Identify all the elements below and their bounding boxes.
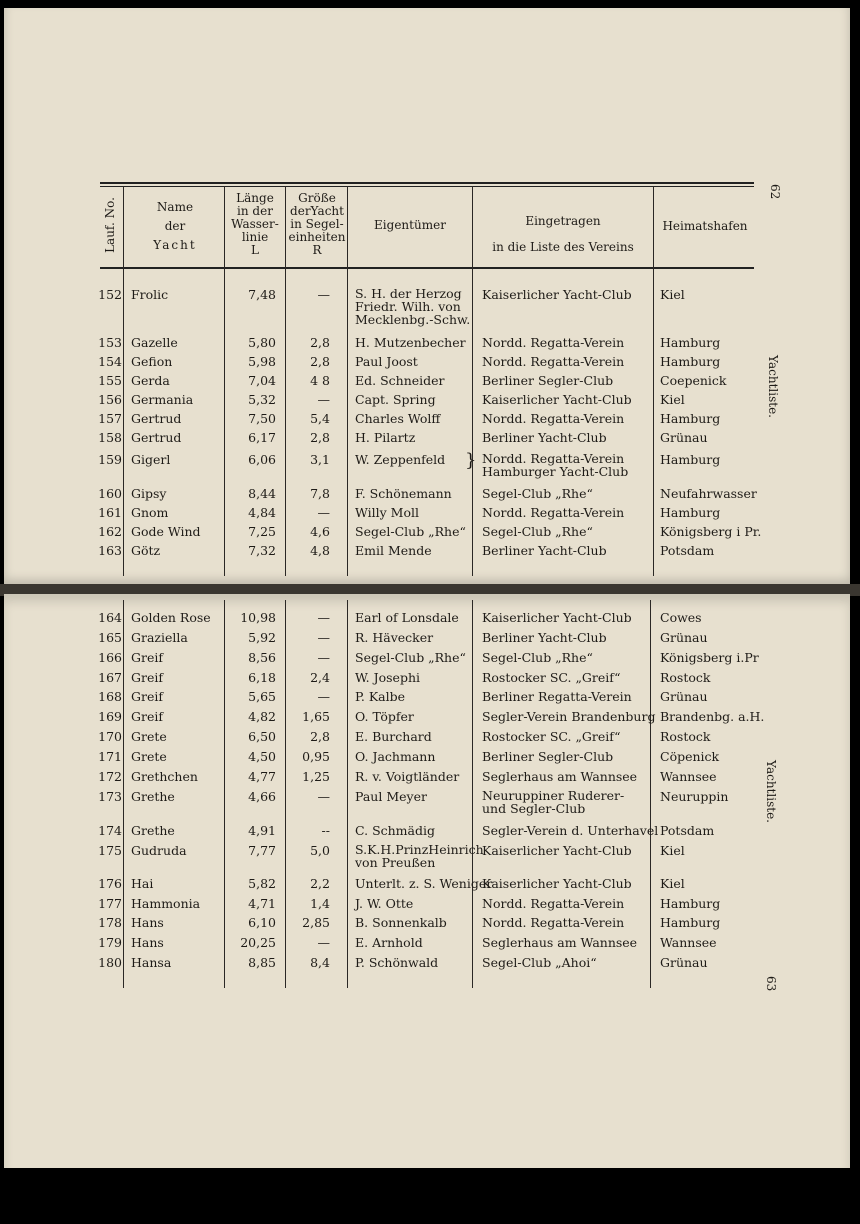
cell-size: —: [317, 287, 330, 302]
table-row: [0, 524, 860, 542]
cell-no: 166: [98, 650, 122, 665]
cell-club: Nordd. Regatta-Verein: [482, 896, 625, 911]
cell-length: 20,25: [240, 935, 276, 950]
table-row: [0, 505, 860, 523]
cell-owner: H. Mutzenbecher: [355, 335, 466, 350]
brace-mark: }: [465, 450, 477, 471]
cell-home: Potsdam: [660, 543, 715, 558]
cell-no: 158: [98, 430, 122, 445]
cell-name: Greif: [131, 670, 163, 685]
cell-home: Coepenick: [660, 373, 727, 388]
cell-club: Segel-Club „Rhe“: [482, 524, 593, 539]
cell-owner: C. Schmädig: [355, 823, 435, 838]
table-row: [0, 729, 860, 747]
cell-club: Berliner Segler-Club: [482, 749, 614, 764]
cell-size: 5,4: [310, 411, 330, 426]
cell-name: Hansa: [131, 955, 172, 970]
cell-club: Kaiserlicher Yacht-Club: [482, 610, 632, 625]
cell-name: Hai: [131, 876, 154, 891]
cell-no: 153: [98, 335, 122, 350]
cell-no: 163: [98, 543, 122, 558]
cell-no: 165: [98, 630, 122, 645]
cell-name: Gode Wind: [131, 524, 201, 539]
cell-size: 2,8: [310, 335, 330, 350]
cell-no: 161: [98, 505, 122, 520]
cell-home: Königsberg i Pr.: [660, 524, 762, 539]
cell-no: 176: [98, 876, 122, 891]
cell-owner: Earl of Lonsdale: [355, 610, 459, 625]
cell-no: 156: [98, 392, 122, 407]
cell-size: —: [317, 505, 330, 520]
cell-size: 4,6: [310, 524, 330, 539]
cell-size: 1,25: [302, 769, 330, 784]
cell-club: Kaiserlicher Yacht-Club: [482, 392, 632, 407]
table-row: [0, 543, 860, 561]
header-name: Name der Yacht: [153, 200, 197, 252]
table-row: [0, 630, 860, 648]
cell-name: Frolic: [131, 287, 169, 302]
cell-no: 173: [98, 789, 122, 804]
cell-club: Segel-Club „Rhe“: [482, 486, 593, 501]
cell-home: Kiel: [660, 876, 685, 891]
table-row: [0, 354, 860, 372]
cell-home: Potsdam: [660, 823, 715, 838]
cell-club: Berliner Regatta-Verein: [482, 689, 632, 704]
cell-length: 7,25: [248, 524, 276, 539]
cell-no: 157: [98, 411, 122, 426]
cell-owner: Segel-Club „Rhe“: [355, 524, 466, 539]
cell-club: Segler-Verein d. Unterhavel: [482, 823, 659, 838]
cell-home: Grünau: [660, 630, 708, 645]
header-lauf-no: Lauf. No.: [103, 197, 117, 253]
cell-size: —: [317, 689, 330, 704]
header-bottom-rule: [100, 267, 754, 269]
cell-size: 5,0: [310, 843, 330, 858]
cell-size: —: [317, 789, 330, 804]
table-row: [0, 788, 860, 816]
cell-owner: O. Jachmann: [355, 749, 436, 764]
table-row: [0, 411, 860, 429]
cell-owner: R. Hävecker: [355, 630, 434, 645]
cell-home: Neufahrwasser: [660, 486, 757, 501]
table-row: [0, 823, 860, 841]
header-top-rule-thin: [100, 186, 754, 187]
cell-home: Wannsee: [660, 769, 717, 784]
cell-length: 6,18: [248, 670, 276, 685]
cell-club: Berliner Segler-Club: [482, 373, 614, 388]
cell-club: Seglerhaus am Wannsee: [482, 769, 638, 784]
cell-name: Germania: [131, 392, 194, 407]
cell-no: 172: [98, 769, 122, 784]
cell-size: 1,65: [302, 709, 330, 724]
cell-owner: E. Burchard: [355, 729, 432, 744]
cell-owner: R. v. Voigtländer: [355, 769, 460, 784]
cell-owner: Paul Joost: [355, 354, 418, 369]
cell-club: Segel-Club „Rhe“: [482, 650, 593, 665]
cell-size: 0,95: [302, 749, 330, 764]
cell-length: 10,98: [240, 610, 276, 625]
table-row: [0, 451, 860, 479]
cell-club: Seglerhaus am Wannsee: [482, 935, 638, 950]
table-row: [0, 335, 860, 353]
cell-name: Grete: [131, 729, 167, 744]
cell-length: 5,80: [248, 335, 276, 350]
cell-club: Neuruppiner Ruderer- und Segler-Club: [482, 788, 625, 816]
table-row: [0, 486, 860, 504]
cell-owner: S.K.H.PrinzHeinrich von Preußen: [355, 842, 484, 870]
cell-home: Grünau: [660, 689, 708, 704]
cell-home: Kiel: [660, 287, 685, 302]
cell-name: Grete: [131, 749, 167, 764]
cell-name: Hans: [131, 915, 164, 930]
cell-size: 2,8: [310, 729, 330, 744]
cell-name: Graziella: [131, 630, 188, 645]
cell-size: 2,8: [310, 354, 330, 369]
cell-length: 8,44: [248, 486, 276, 501]
table-row: [0, 286, 860, 327]
cell-home: Kiel: [660, 843, 685, 858]
cell-home: Königsberg i.Pr: [660, 650, 759, 665]
cell-owner: E. Arnhold: [355, 935, 423, 950]
cell-no: 159: [98, 452, 122, 467]
cell-name: Götz: [131, 543, 161, 558]
cell-size: 4 8: [310, 373, 330, 388]
cell-size: —: [317, 630, 330, 645]
table-row: [0, 373, 860, 391]
cell-size: —: [317, 392, 330, 407]
cell-no: 169: [98, 709, 122, 724]
table-row: [0, 955, 860, 973]
header-length: Länge in der Wasser- linie L: [231, 191, 279, 257]
cell-size: —: [317, 610, 330, 625]
cell-size: —: [317, 935, 330, 950]
cell-name: Gipsy: [131, 486, 167, 501]
cell-size: 8,4: [310, 955, 330, 970]
table-row: [0, 430, 860, 448]
cell-owner: H. Pilartz: [355, 430, 416, 445]
header-home-port: Heimatshafen: [662, 219, 748, 233]
table-row: [0, 842, 860, 870]
page-number: 63: [764, 976, 778, 992]
running-title: Yachtliste.: [764, 760, 778, 823]
cell-name: Gudruda: [131, 843, 187, 858]
cell-home: Rostock: [660, 670, 711, 685]
cell-owner: Willy Moll: [355, 505, 419, 520]
cell-owner: W. Zeppenfeld: [355, 452, 446, 467]
cell-club: Nordd. Regatta-Verein: [482, 505, 625, 520]
cell-no: 162: [98, 524, 122, 539]
cell-owner: J. W. Otte: [355, 896, 414, 911]
cell-club: Kaiserlicher Yacht-Club: [482, 876, 632, 891]
cell-name: Golden Rose: [131, 610, 211, 625]
cell-home: Rostock: [660, 729, 711, 744]
cell-length: 5,65: [248, 689, 276, 704]
cell-no: 164: [98, 610, 122, 625]
table-row: [0, 709, 860, 727]
cell-owner: O. Töpfer: [355, 709, 414, 724]
cell-club: Segler-Verein Brandenburg: [482, 709, 656, 724]
cell-length: 4,71: [248, 896, 276, 911]
cell-name: Grethe: [131, 789, 175, 804]
cell-home: Hamburg: [660, 354, 721, 369]
cell-club: Rostocker SC. „Greif“: [482, 670, 621, 685]
cell-length: 7,48: [248, 287, 276, 302]
cell-length: 5,92: [248, 630, 276, 645]
cell-home: Hamburg: [660, 335, 721, 350]
cell-home: Hamburg: [660, 896, 721, 911]
cell-home: Neuruppin: [660, 789, 729, 804]
cell-name: Gazelle: [131, 335, 178, 350]
cell-no: 179: [98, 935, 122, 950]
cell-length: 5,32: [248, 392, 276, 407]
table-row: [0, 896, 860, 914]
cell-club: Nordd. Regatta-Verein Hamburger Yacht-Club: [482, 451, 629, 479]
cell-name: Hammonia: [131, 896, 201, 911]
cell-length: 4,84: [248, 505, 276, 520]
cell-length: 4,91: [248, 823, 276, 838]
cell-name: Gigerl: [131, 452, 171, 467]
cell-home: Cöpenick: [660, 749, 720, 764]
cell-length: 4,82: [248, 709, 276, 724]
cell-home: Grünau: [660, 430, 708, 445]
cell-length: 7,77: [248, 843, 276, 858]
cell-name: Greif: [131, 689, 163, 704]
cell-length: 6,10: [248, 915, 276, 930]
cell-size: 3,1: [310, 452, 330, 467]
cell-home: Hamburg: [660, 411, 721, 426]
cell-owner: F. Schönemann: [355, 486, 452, 501]
cell-length: 4,50: [248, 749, 276, 764]
cell-club: Nordd. Regatta-Verein: [482, 915, 625, 930]
cell-home: Wannsee: [660, 935, 717, 950]
cell-owner: W. Josephi: [355, 670, 421, 685]
table-row: [0, 670, 860, 688]
header-size: Größe derYacht in Segel- einheiten R: [288, 191, 346, 257]
cell-no: 152: [98, 287, 122, 302]
table-row: [0, 689, 860, 707]
cell-club: Berliner Yacht-Club: [482, 543, 607, 558]
header-owner: Eigentümer: [374, 218, 446, 232]
table-row: [0, 392, 860, 410]
running-title: Yachtliste.: [766, 355, 780, 418]
cell-name: Grethe: [131, 823, 175, 838]
cell-name: Gnom: [131, 505, 169, 520]
cell-length: 7,50: [248, 411, 276, 426]
cell-length: 7,04: [248, 373, 276, 388]
cell-owner: Capt. Spring: [355, 392, 436, 407]
cell-no: 168: [98, 689, 122, 704]
cell-size: 7,8: [310, 486, 330, 501]
cell-size: 4,8: [310, 543, 330, 558]
cell-size: 2,4: [310, 670, 330, 685]
cell-home: Cowes: [660, 610, 702, 625]
cell-home: Hamburg: [660, 452, 721, 467]
cell-no: 174: [98, 823, 122, 838]
page-number: 62: [768, 184, 782, 200]
cell-home: Grünau: [660, 955, 708, 970]
cell-name: Gertrud: [131, 411, 182, 426]
cell-no: 155: [98, 373, 122, 388]
cell-club: Nordd. Regatta-Verein: [482, 411, 625, 426]
cell-no: 171: [98, 749, 122, 764]
cell-name: Greif: [131, 709, 163, 724]
cell-home: Brandenbg. a.H.: [660, 709, 765, 724]
cell-owner: Segel-Club „Rhe“: [355, 650, 466, 665]
cell-name: Gertrud: [131, 430, 182, 445]
table-row: [0, 610, 860, 628]
header-registered: Eingetragen in die Liste des Vereins: [492, 214, 634, 254]
cell-name: Grethchen: [131, 769, 198, 784]
cell-owner: P. Kalbe: [355, 689, 406, 704]
cell-name: Gerda: [131, 373, 170, 388]
cell-club: Rostocker SC. „Greif“: [482, 729, 621, 744]
cell-size: 2,85: [302, 915, 330, 930]
cell-no: 180: [98, 955, 122, 970]
cell-length: 8,56: [248, 650, 276, 665]
cell-no: 178: [98, 915, 122, 930]
cell-club: Nordd. Regatta-Verein: [482, 354, 625, 369]
cell-length: 4,66: [248, 789, 276, 804]
cell-length: 6,17: [248, 430, 276, 445]
cell-length: 6,50: [248, 729, 276, 744]
cell-size: 2,2: [310, 876, 330, 891]
cell-name: Hans: [131, 935, 164, 950]
cell-no: 154: [98, 354, 122, 369]
cell-owner: Emil Mende: [355, 543, 432, 558]
cell-length: 7,32: [248, 543, 276, 558]
cell-owner: Paul Meyer: [355, 789, 427, 804]
cell-length: 4,77: [248, 769, 276, 784]
header-top-rule: [100, 182, 754, 184]
cell-no: 177: [98, 896, 122, 911]
cell-size: —: [317, 650, 330, 665]
cell-owner: Ed. Schneider: [355, 373, 445, 388]
cell-no: 170: [98, 729, 122, 744]
cell-name: Gefion: [131, 354, 173, 369]
cell-club: Berliner Yacht-Club: [482, 430, 607, 445]
cell-owner: Charles Wolff: [355, 411, 441, 426]
cell-size: --: [321, 823, 330, 838]
cell-name: Greif: [131, 650, 163, 665]
cell-no: 167: [98, 670, 122, 685]
table-row: [0, 915, 860, 933]
table-row: [0, 876, 860, 894]
table-row: [0, 769, 860, 787]
cell-length: 5,82: [248, 876, 276, 891]
cell-length: 5,98: [248, 354, 276, 369]
cell-club: Kaiserlicher Yacht-Club: [482, 287, 632, 302]
cell-club: Kaiserlicher Yacht-Club: [482, 843, 632, 858]
cell-club: Berliner Yacht-Club: [482, 630, 607, 645]
cell-length: 6,06: [248, 452, 276, 467]
cell-home: Kiel: [660, 392, 685, 407]
cell-size: 2,8: [310, 430, 330, 445]
cell-owner: Unterlt. z. S. Weniger: [355, 876, 493, 891]
cell-owner: P. Schönwald: [355, 955, 439, 970]
cell-length: 8,85: [248, 955, 276, 970]
cell-no: 175: [98, 843, 122, 858]
cell-owner: B. Sonnenkalb: [355, 915, 447, 930]
table-row: [0, 935, 860, 953]
cell-club: Nordd. Regatta-Verein: [482, 335, 625, 350]
cell-no: 160: [98, 486, 122, 501]
cell-club: Segel-Club „Ahoi“: [482, 955, 597, 970]
table-row: [0, 749, 860, 767]
cell-home: Hamburg: [660, 915, 721, 930]
cell-size: 1,4: [310, 896, 330, 911]
cell-owner: S. H. der Herzog Friedr. Wilh. von Mecklenbg.-Schw.: [355, 286, 471, 327]
cell-home: Hamburg: [660, 505, 721, 520]
table-row: [0, 650, 860, 668]
